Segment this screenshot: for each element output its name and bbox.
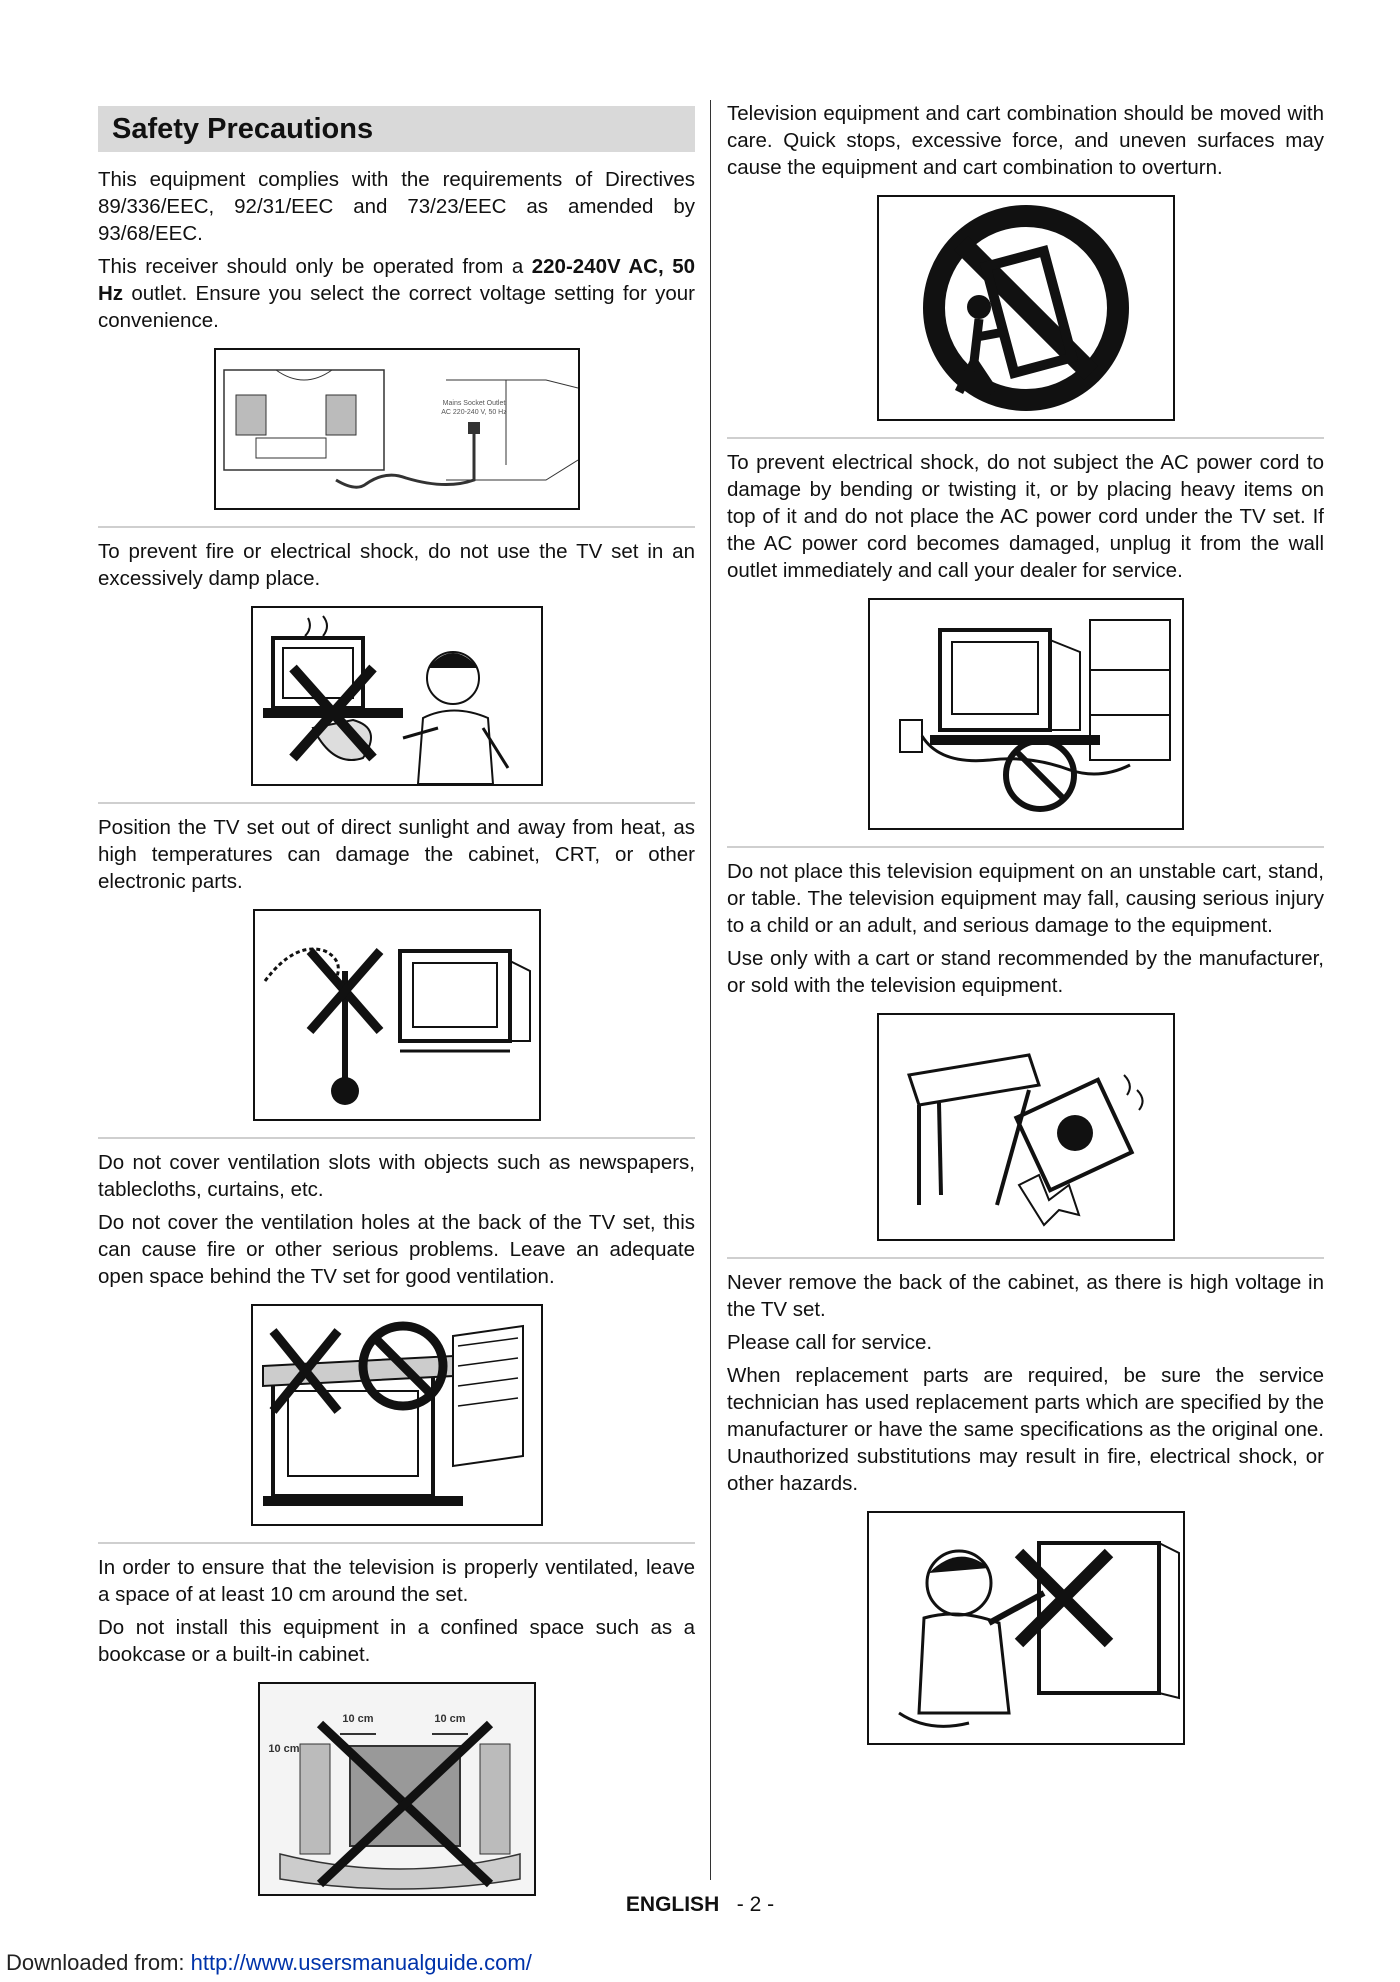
section-divider bbox=[727, 846, 1324, 848]
column-divider bbox=[710, 100, 711, 1880]
confined-space-text: Do not install this equipment in a confined space such as a bookcase or a built-in cabinet. bbox=[98, 1616, 695, 1666]
sunlight-warning-text: Position the TV set out of direct sunlight and away from heat, as high temperatures can damage the cabinet, CRT, or other electronic parts. bbox=[98, 816, 695, 893]
spacing-figure bbox=[258, 1682, 536, 1896]
replacement-parts-text: When replacement parts are required, be sure the service technician has used replacement parts which are specified by the manufacturer or have the same specifications as the original one. Unauthorized substitutions may result in fire, electrical shock, or other hazards. bbox=[727, 1364, 1324, 1495]
power-cord-text: To prevent electrical shock, do not subject the AC power cord to damage by bending or twisting it, or by placing heavy items on top of it and do not place the AC power cord under the TV set. If the AC power cord becomes damaged, unplug it from the wall outlet immediately and call your dealer for service. bbox=[727, 451, 1324, 582]
footer-language: ENGLISH bbox=[625, 1893, 720, 1916]
voltage-text bbox=[98, 253, 695, 334]
voltage-text-pre: This receiver should only be operated from a bbox=[98, 255, 532, 278]
left-column bbox=[98, 100, 695, 1912]
cart-combination-text: Television equipment and cart combination should be moved with care. Quick stops, excessive force, and uneven surfaces may cause the equipment and cart combination to overturn. bbox=[727, 102, 1324, 179]
spacing-text: In order to ensure that the television is properly ventilated, leave a space of at least 10 cm around the set. bbox=[98, 1556, 695, 1606]
section-divider bbox=[98, 1542, 695, 1544]
bookcase-tv-illustration bbox=[260, 1684, 534, 1894]
frequency-value: 50 Hz bbox=[98, 255, 695, 305]
damp-tv-illustration bbox=[253, 608, 541, 784]
section-divider bbox=[98, 1137, 695, 1139]
cart-tipover-symbol bbox=[879, 197, 1173, 419]
section-divider bbox=[727, 1257, 1324, 1259]
damp-place-figure bbox=[251, 606, 543, 786]
technician-illustration bbox=[869, 1513, 1183, 1743]
voltage-text-post: outlet. Ensure you select the correct voltage setting for your convenience. bbox=[98, 282, 695, 332]
ventilation-tv-illustration bbox=[253, 1306, 541, 1524]
mains-socket-figure bbox=[214, 348, 580, 510]
ventilation-figure bbox=[251, 1304, 543, 1526]
unstable-cart-text: Do not place this television equipment on an unstable cart, stand, or table. The television equipment may fall, causing serious injury to a child or an adult, and serious damage to the equipment. bbox=[727, 860, 1324, 937]
call-service-text: Please call for service. bbox=[727, 1331, 933, 1354]
section-divider bbox=[98, 526, 695, 528]
spacing-label-left: 10 cm bbox=[267, 1743, 300, 1755]
high-voltage-text: Never remove the back of the cabinet, as there is high voltage in the TV set. bbox=[727, 1271, 1324, 1321]
sunlight-figure bbox=[253, 909, 541, 1121]
recommended-cart-text: Use only with a cart or stand recommended by the manufacturer, or sold with the television equipment. bbox=[727, 947, 1324, 997]
voltage-value: 220-240V AC, bbox=[531, 255, 664, 278]
power-cord-figure bbox=[868, 598, 1184, 830]
spacing-label-top-left: 10 cm bbox=[341, 1713, 374, 1725]
download-notice bbox=[6, 1950, 532, 1976]
socket-label-line1: Mains Socket Outlet bbox=[442, 400, 505, 407]
page-title: Safety Precautions bbox=[98, 106, 695, 152]
unstable-table-figure bbox=[877, 1013, 1175, 1241]
page-footer bbox=[0, 1893, 1400, 1917]
ventilation-holes-text: Do not cover the ventilation holes at the back of the TV set, this can cause fire or other serious problems. Leave an adequate open space behind the TV set for good ventilation. bbox=[98, 1211, 695, 1288]
spacing-label-top-right: 10 cm bbox=[433, 1713, 466, 1725]
power-cord-tv-illustration bbox=[870, 600, 1182, 828]
cabinet-back-figure bbox=[867, 1511, 1185, 1745]
section-divider bbox=[727, 437, 1324, 439]
tv-back-socket-illustration bbox=[216, 350, 578, 508]
heat-tv-illustration bbox=[255, 911, 539, 1119]
ventilation-slots-text: Do not cover ventilation slots with objects such as newspapers, tablecloths, curtains, etc. bbox=[98, 1151, 695, 1201]
falling-tv-illustration bbox=[879, 1015, 1173, 1239]
download-label: Downloaded from: bbox=[6, 1950, 191, 1975]
download-link[interactable]: http://www.usersmanualguide.com/ bbox=[190, 1950, 532, 1975]
socket-label-line2: AC 220-240 V, 50 Hz bbox=[440, 409, 507, 416]
footer-page-number: - 2 - bbox=[736, 1893, 775, 1916]
directives-text: This equipment complies with the requirements of Directives 89/336/EEC, 92/31/EEC and 73/23/EEC as amended by 93/68/EEC. bbox=[98, 168, 695, 245]
right-column bbox=[727, 100, 1324, 1761]
section-divider bbox=[98, 802, 695, 804]
cart-warning-figure bbox=[877, 195, 1175, 421]
damp-warning-text: To prevent fire or electrical shock, do not use the TV set in an excessively damp place. bbox=[98, 540, 695, 590]
